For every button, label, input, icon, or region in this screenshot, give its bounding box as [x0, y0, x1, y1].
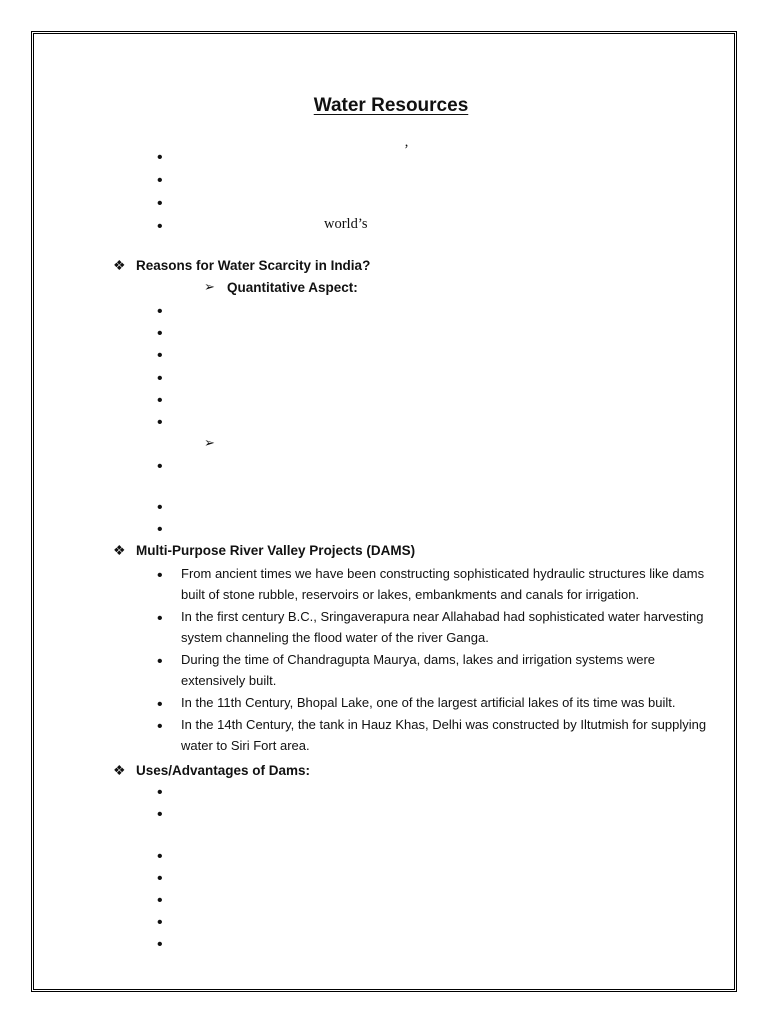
uses-bullet [157, 937, 163, 952]
scarcity-bullet [157, 522, 163, 537]
scarcity-bullet [157, 371, 163, 386]
uses-bullet [157, 871, 163, 886]
quantitative-subheading: Quantitative Aspect: [227, 280, 358, 295]
page-border-inner [33, 33, 735, 990]
scarcity-bullet [157, 415, 163, 430]
dams-point-1: From ancient times we have been constructing sophisticated hydraulic structures like dams built of stone rubble, reservoirs or lakes, embankments and canals for irrigation. [181, 566, 705, 602]
uses-heading: Uses/Advantages of Dams: [136, 763, 311, 778]
arrow-icon: ➢ [204, 279, 215, 294]
uses-bullet [157, 915, 163, 930]
scarcity-bullet [157, 304, 163, 319]
scarcity-bullet [157, 393, 163, 408]
dams-bullet [157, 611, 163, 626]
dams-point-3: During the time of Chandragupta Maurya, dams, lakes and irrigation systems were extensively built. [181, 652, 655, 688]
intro-worlds-text: world’s [324, 216, 368, 232]
scarcity-bullet [157, 459, 163, 474]
intro-bullet-4 [157, 219, 163, 234]
uses-bullet [157, 785, 163, 800]
dams-bullet [157, 719, 163, 734]
intro-bullet-1 [157, 150, 163, 165]
diamond-icon: ❖ [113, 257, 126, 273]
dams-point-2: In the first century B.C., Sringaverapura near Allahabad had sophisticated water harvesting system channeling the flood water of the river Ganga. [181, 609, 704, 645]
diamond-icon: ❖ [113, 542, 126, 558]
intro-comma-mark: ’ [404, 142, 409, 158]
dams-bullet [157, 568, 163, 583]
scarcity-heading: Reasons for Water Scarcity in India? [136, 258, 371, 273]
dams-point-5: In the 14th Century, the tank in Hauz Khas, Delhi was constructed by Iltutmish for supplying water to Siri Fort area. [181, 717, 707, 753]
uses-bullet [157, 893, 163, 908]
scarcity-bullet [157, 326, 163, 341]
intro-bullet-2 [157, 173, 163, 188]
scarcity-bullet [157, 500, 163, 515]
intro-bullet-3 [157, 196, 163, 211]
dams-bullet [157, 654, 163, 669]
dams-bullet [157, 697, 163, 712]
document-title: Water Resources [313, 95, 469, 116]
dams-heading: Multi-Purpose River Valley Projects (DAMS) [136, 543, 416, 558]
uses-bullet [157, 849, 163, 864]
dams-point-4: In the 11th Century, Bhopal Lake, one of the largest artificial lakes of its time was built. [181, 695, 676, 710]
diamond-icon: ❖ [113, 762, 126, 778]
arrow-icon: ➢ [204, 435, 215, 450]
scarcity-bullet [157, 348, 163, 363]
uses-bullet [157, 807, 163, 822]
